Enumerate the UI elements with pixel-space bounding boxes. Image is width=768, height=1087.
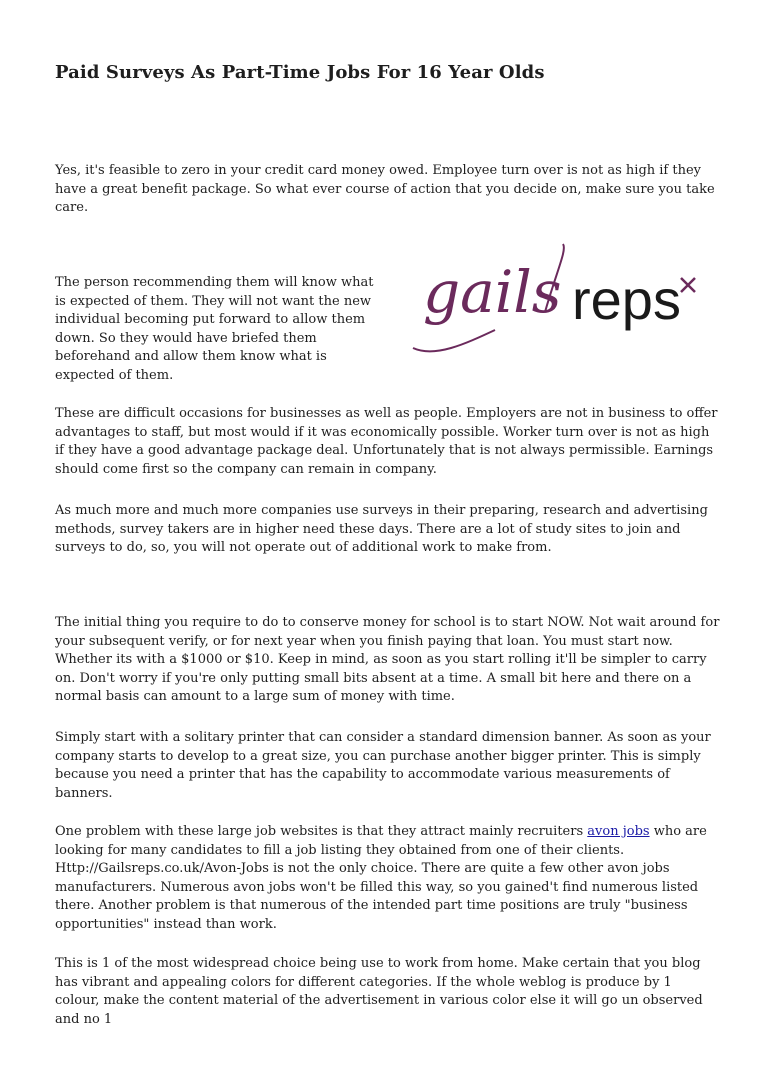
gailsreps-logo [395, 240, 725, 360]
avon-jobs-link[interactable]: avon jobs [587, 824, 650, 839]
paragraph-7 [55, 823, 720, 935]
paragraph-5: The initial thing you require to do to conserve money for school is to start NOW. Not wait around for your subsequent verify, or for next year when you finish paying that loan. You must start now. Whether its with a $1000 or $10. Keep in mind, as soon as you start rolling it'll be simpler to carry on. Don't worry if you're only putting small bits absent at a time. A small bit here and there on a normal basis can amount to a large sum of money with time. [55, 615, 720, 705]
paragraph-7-text-after: who are looking for many candidates to fill a job listing they obtained from one of their clients. Http://Gailsreps.co.uk/Avon-Jobs is not the only choice. There are quite a few other avon jobs manufacturers. Numerous avon jobs won't be filled this way, so you gained't find numerous listed there. Another problem is that numerous of the intended part time positions are truly "business opportunities" instead than work. [55, 824, 707, 932]
paragraph-2: The person recommending them will know what is expected of them. They will not want the new individual becoming put forward to allow them down. So they would have briefed them beforehand and allow them know what is expected of them. [55, 275, 374, 383]
paragraph-1: Yes, it's feasible to zero in your credit card money owed. Employee turn over is not as high if they have a great benefit package. So what ever course of action that you decide on, make sure you take care. [55, 163, 715, 216]
paragraph-3: These are difficult occasions for businesses as well as people. Employers are not in business to offer advantages to staff, but most would if it was economically possible. Worker turn over is not as high if they have a good advantage package deal. Unfortunately that is not always permissible. Earnings should come first so the company can remain in company. [55, 406, 718, 477]
logo-swash-icon [413, 330, 495, 351]
page-title: Paid Surveys As Part-Time Jobs For 16 Year Olds [55, 62, 545, 83]
logo-script-word: gails [423, 258, 562, 326]
paragraph-6: Simply start with a solitary printer that can consider a standard dimension banner. As soon as your company starts to develop to a great size, you can purchase another bigger printer. This is simply because you need a printer that has the capability to accommodate various measurements of banners. [55, 730, 711, 801]
paragraph-4: As much more and much more companies use surveys in their preparing, research and advertising methods, survey takers are in higher need these days. There are a lot of study sites to join and surveys to do, so, you will not operate out of additional work to make from. [55, 503, 708, 556]
logo-sans-word: reps [572, 268, 681, 331]
paragraph-7-text-before: One problem with these large job websites is that they attract mainly recruiters [55, 824, 588, 839]
paragraph-8: This is 1 of the most widespread choice being use to work from home. Make certain that you blog has vibrant and appealing colors for different categories. If the whole weblog is produce by 1 colour, make the content material of the advertisement in various color else it will go un observed and no 1 [55, 956, 703, 1027]
logo-cross-icon [681, 278, 695, 292]
